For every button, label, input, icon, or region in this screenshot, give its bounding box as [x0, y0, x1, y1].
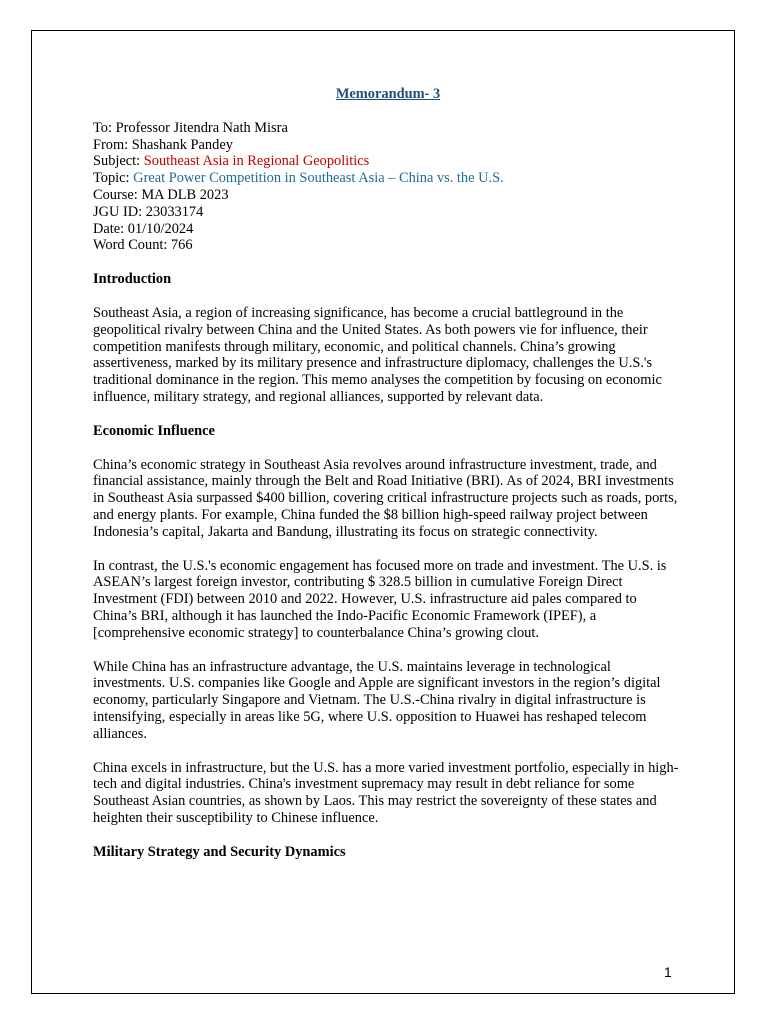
economic-paragraph-4: China excels in infrastructure, but the U.S. has a more varied investment portfolio, especially in high-tech and digital industries. China's investment supremacy may result in debt reliance for some Southeast Asian countries, as shown by Laos. This may restrict the sovereignty of these states and heighten their susceptibility to Chinese influence.	[93, 759, 679, 826]
introduction-paragraph: Southeast Asia, a region of increasing significance, has become a crucial battleground in the geopolitical rivalry between China and the United States. As both powers vie for influence, their competition manifests through military, economic, and political channels. China’s growing assertiveness, marked by its military presence and infrastructure diplomacy, challenges the U.S.'s traditional dominance in the region. This memo analyses the competition by focusing on economic influence, military strategy, and regional alliances, supported by relevant data.	[93, 304, 662, 405]
memo-title: Memorandum- 3	[335, 86, 441, 102]
military-strategy-heading: Military Strategy and Security Dynamics	[93, 843, 346, 860]
economic-paragraph-2: In contrast, the U.S.'s economic engagement has focused more on trade and investment. The U.S. is ASEAN’s largest foreign investor, contributing $ 328.5 billion in cumulative Foreign Direct Investment (FDI) between 2010 and 2022. However, U.S. infrastructure aid pales compared to China’s BRI, although it has launched the Indo-Pacific Economic Framework (IPEF), a [comprehensive economic strategy] to counterbalance China’s growing clout.	[93, 557, 667, 641]
from-label: From:	[93, 136, 132, 153]
topic-line	[93, 170, 683, 187]
from-value: Shashank Pandey	[131, 136, 233, 153]
to-value: Professor Jitendra Nath Misra	[115, 119, 288, 136]
introduction-heading: Introduction	[93, 271, 172, 288]
jgu-id-line: JGU ID: 23033174	[93, 203, 204, 220]
page-number: 1	[664, 964, 672, 980]
to-line	[93, 120, 683, 137]
date-line: Date: 01/10/2024	[93, 220, 194, 237]
subject-value: Southeast Asia in Regional Geopolitics	[143, 153, 370, 170]
subject-line	[93, 153, 683, 170]
to-label: To:	[93, 119, 116, 136]
subject-label: Subject:	[93, 153, 144, 170]
memo-header-block	[93, 120, 683, 254]
topic-value: Great Power Competition in Southeast Asia – China vs. the U.S.	[133, 170, 504, 187]
topic-label: Topic:	[93, 170, 134, 187]
economic-paragraph-3: While China has an infrastructure advantage, the U.S. maintains leverage in technological investments. U.S. companies like Google and Apple are significant investors in the region’s digital economy, particularly Singapore and Vietnam. The U.S.-China rivalry in digital infrastructure is intensifying, especially in areas like 5G, where U.S. opposition to Huawei has reshaped telecom alliances.	[93, 658, 661, 742]
course-line: Course: MA DLB 2023	[93, 186, 229, 203]
economic-paragraph-1: China’s economic strategy in Southeast Asia revolves around infrastructure investment, trade, and financial assistance, mainly through the Belt and Road Initiative (BRI). As of 2024, BRI investments in Southeast Asia surpassed $400 billion, covering critical infrastructure projects such as roads, ports, and energy plants. For example, China funded the $8 billion high-speed railway project between Indonesia’s capital, Jakarta and Bandung, illustrating its focus on strategic connectivity.	[93, 456, 678, 540]
memo-content	[93, 86, 683, 877]
word-count-line: Word Count: 766	[93, 237, 193, 254]
economic-influence-heading: Economic Influence	[93, 422, 215, 439]
from-line	[93, 137, 683, 154]
